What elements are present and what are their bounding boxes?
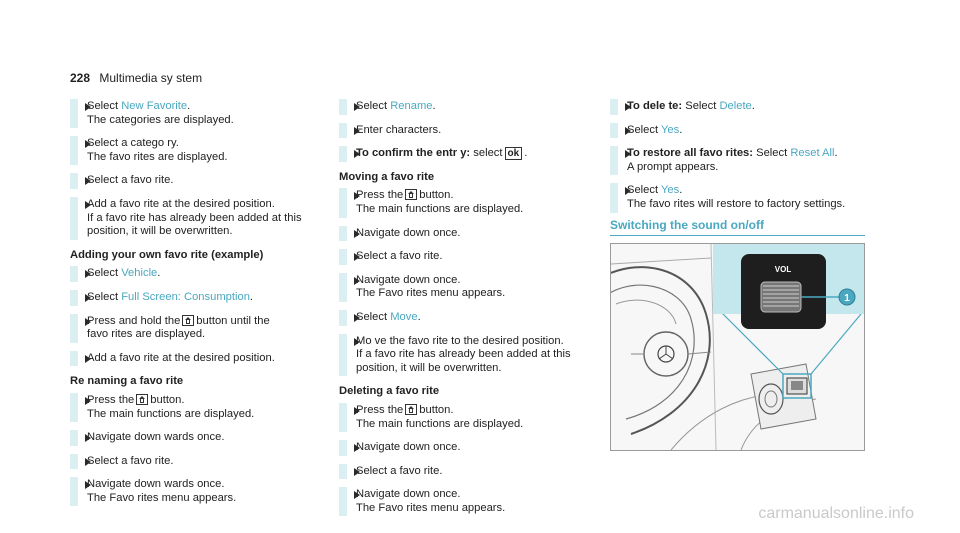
step xyxy=(339,250,584,264)
menu-item-yes: Yes xyxy=(661,123,680,136)
step-text: Press the xyxy=(356,403,404,416)
step-text: . xyxy=(834,147,838,160)
menu-item-rename: Rename xyxy=(390,100,433,112)
ok-icon: ok xyxy=(505,147,523,160)
step-result: If a favo rite has already been added at this xyxy=(87,211,302,224)
step xyxy=(70,100,315,127)
subheading: Moving a favo rite xyxy=(339,170,435,183)
step-result: The main functions are displayed. xyxy=(87,407,255,420)
cockpit-illustration xyxy=(611,244,864,450)
step-text: . xyxy=(524,147,528,160)
step-result: The favo rites are displayed. xyxy=(87,150,228,163)
step-text: Select xyxy=(627,184,661,197)
step xyxy=(339,274,584,301)
step-result: The Favo rites menu appears. xyxy=(356,501,506,514)
step-text: Navigate down wards once. xyxy=(87,478,225,491)
step-result: A prompt appears. xyxy=(627,160,719,173)
step-text: Select xyxy=(753,147,791,160)
step xyxy=(610,147,865,174)
menu-item-full-screen-consumption: Full Screen: Consumption xyxy=(121,290,250,303)
step-text: Select xyxy=(682,100,720,112)
subheading: Deleting a favo rite xyxy=(339,385,440,398)
step-label: To restore all favo rites: xyxy=(627,147,754,160)
section-title: Switching the sound on/off xyxy=(610,218,865,236)
step xyxy=(70,267,315,281)
menu-item-move: Move xyxy=(390,310,418,323)
step-result: The favo rites will restore to factory settings. xyxy=(627,197,846,210)
step-result: The Favo rites menu appears. xyxy=(87,491,237,504)
step-text: Add a favo rite at the desired position. xyxy=(87,351,275,364)
step-text: Select a favo rite. xyxy=(356,464,443,477)
step xyxy=(70,394,315,421)
step xyxy=(70,352,315,366)
step-text: Press and hold the xyxy=(87,314,181,327)
column-3 xyxy=(610,100,865,222)
step-result: The Favo rites menu appears. xyxy=(356,287,506,300)
step-label: To confirm the entr y: xyxy=(356,147,471,160)
step xyxy=(70,315,315,342)
step xyxy=(610,124,865,138)
step xyxy=(70,455,315,469)
step-text: Navigate down once. xyxy=(356,273,461,286)
step-label: To dele te: xyxy=(627,100,683,112)
page-number: 228 xyxy=(70,71,91,85)
step-text: button until the xyxy=(196,314,270,327)
step-text: . xyxy=(679,123,683,136)
step-text: Add a favo rite at the desired position. xyxy=(87,197,275,210)
step xyxy=(70,198,315,239)
step xyxy=(339,335,584,376)
step xyxy=(610,184,865,211)
step-result: favo rites are displayed. xyxy=(87,328,206,341)
step-text: . xyxy=(249,290,254,303)
menu-item-delete: Delete xyxy=(719,100,752,112)
step xyxy=(70,174,315,188)
menu-item-vehicle: Vehicle xyxy=(121,267,158,280)
step xyxy=(339,124,584,138)
step-text: Select xyxy=(627,123,661,136)
vol-label: VOL xyxy=(774,265,792,274)
step xyxy=(610,100,865,114)
step xyxy=(339,227,584,241)
step-text: Mo ve the favo rite to the desired position. xyxy=(356,334,564,347)
menu-item-reset-all: Reset All xyxy=(790,147,835,160)
callout-1-label: 1 xyxy=(844,293,850,304)
step-result: The categories are displayed. xyxy=(87,113,234,126)
step-text: Select a catego ry. xyxy=(87,137,179,150)
home-icon xyxy=(405,189,417,200)
step xyxy=(339,488,584,515)
watermark: carmanualsonline.info xyxy=(758,505,914,522)
step-text: . xyxy=(417,310,421,323)
step-text: Select xyxy=(356,310,391,323)
step xyxy=(339,465,584,479)
step-text: Navigate down once. xyxy=(356,226,461,239)
home-icon xyxy=(405,404,417,415)
step-text: Navigate down wards once. xyxy=(87,431,225,444)
home-icon xyxy=(136,394,148,405)
step-text: Press the xyxy=(356,189,404,202)
step-text: Press the xyxy=(87,393,135,406)
step-text: button. xyxy=(419,403,454,416)
step xyxy=(70,431,315,445)
menu-item-new-favorite: New Favorite xyxy=(121,100,188,112)
step-text: Select a favo rite. xyxy=(87,174,174,187)
step-text: button. xyxy=(419,189,454,202)
step xyxy=(339,404,584,431)
step-text: button. xyxy=(150,393,185,406)
step-text: Enter characters. xyxy=(356,123,442,136)
step-text: Select xyxy=(356,100,391,112)
menu-item-yes: Yes xyxy=(661,184,680,197)
step xyxy=(339,441,584,455)
step-result: The main functions are displayed. xyxy=(356,417,524,430)
step-text: Navigate down once. xyxy=(356,488,461,501)
step xyxy=(70,137,315,164)
step-text: Select a favo rite. xyxy=(87,454,174,467)
step-text: . xyxy=(187,100,191,112)
step-text: select xyxy=(470,147,503,160)
step xyxy=(339,311,584,325)
step-text: . xyxy=(157,267,161,280)
step-text: . xyxy=(751,100,755,112)
step-text: Select a favo rite. xyxy=(356,250,443,263)
step-text: Navigate down once. xyxy=(356,441,461,454)
page-section-title: Multimedia sy stem xyxy=(99,71,203,85)
step xyxy=(70,291,315,305)
step-result: position, it will be overwritten. xyxy=(356,361,502,374)
step-text: . xyxy=(432,100,436,112)
home-icon xyxy=(182,315,194,326)
step xyxy=(339,147,584,161)
step-text: Select xyxy=(87,267,122,280)
step-text: Select xyxy=(87,290,122,303)
page-header xyxy=(70,71,202,85)
step-result: The main functions are displayed. xyxy=(356,202,524,215)
step xyxy=(339,189,584,216)
subheading: Adding your own favo rite (example) xyxy=(70,248,264,261)
step-result: If a favo rite has already been added at this xyxy=(356,348,571,361)
column-2 xyxy=(339,100,584,525)
subheading: Re naming a favo rite xyxy=(70,375,184,388)
step-text: Select xyxy=(87,100,122,112)
step xyxy=(70,478,315,505)
step-text: . xyxy=(679,184,683,197)
column-1 xyxy=(70,100,315,515)
step xyxy=(339,100,584,114)
volume-control-illustration xyxy=(610,243,865,451)
step-result: position, it will be overwritten. xyxy=(87,225,233,238)
